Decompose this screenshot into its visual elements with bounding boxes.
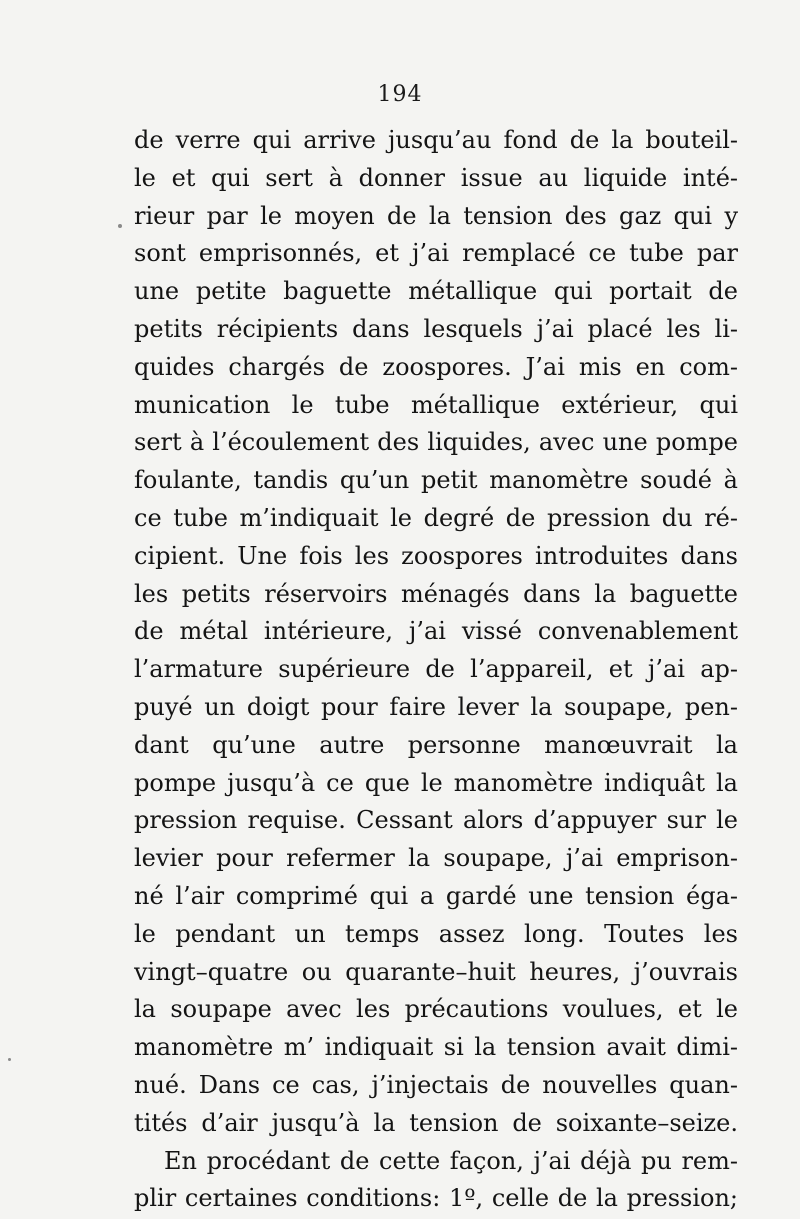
text-line: les petits réservoirs ménagés dans la baguette xyxy=(134,579,738,608)
text-line: puyé un doigt pour faire lever la soupape, pen- xyxy=(134,692,738,721)
text-line: sert à l’écoulement des liquides, avec une pompe xyxy=(134,428,738,457)
text-line: levier pour refermer la soupape, j’ai emprison- xyxy=(134,844,738,873)
text-line: pompe jusqu’à ce que le manomètre indiquât la xyxy=(134,768,738,797)
text-line: quides chargés de zoospores. J’ai mis en com- xyxy=(134,352,738,381)
text-line: la soupape avec les précautions voulues, et le xyxy=(134,995,738,1024)
text-line: une petite baguette métallique qui portait de xyxy=(134,277,738,306)
text-line: dant qu’une autre personne manœuvrait la xyxy=(134,730,738,759)
text-line: de verre qui arrive jusqu’au fond de la bouteil- xyxy=(134,126,738,154)
text-line: nué. Dans ce cas, j’injectais de nouvelles quan- xyxy=(134,1070,738,1099)
text-line: rieur par le moyen de la tension des gaz qui y xyxy=(134,201,738,230)
text-line: pression requise. Cessant alors d’appuyer sur le xyxy=(134,806,738,835)
text-line: le et qui sert à donner issue au liquide inté- xyxy=(134,163,738,192)
text-line: foulante, tandis qu’un petit manomètre soudé à xyxy=(134,466,738,495)
ink-speck xyxy=(8,1058,11,1061)
text-line: tités d’air jusqu’à la tension de soixante–seize. xyxy=(134,1108,738,1137)
text-line: sont emprisonnés, et j’ai remplacé ce tube par xyxy=(134,239,738,268)
text-line: petits récipients dans lesquels j’ai placé les li- xyxy=(134,314,738,343)
ink-speck xyxy=(118,224,122,228)
text-line: manomètre m’ indiquait si la tension avait dimi- xyxy=(134,1033,738,1062)
text-line: le pendant un temps assez long. Toutes les xyxy=(134,919,738,948)
text-line: plir certaines conditions: 1º, celle de la pression; xyxy=(134,1184,738,1213)
text-line: l’armature supérieure de l’appareil, et j’ai ap- xyxy=(134,655,738,684)
page-number: 194 xyxy=(377,82,423,107)
text-line: de métal intérieure, j’ai vissé convenablement xyxy=(134,617,738,646)
text-line: né l’air comprimé qui a gardé une tension éga- xyxy=(134,881,738,910)
text-line: En procédant de cette façon, j’ai déjà pu rem- xyxy=(164,1146,738,1175)
body-text xyxy=(134,122,738,1218)
text-line: munication le tube métallique extérieur, qui xyxy=(134,390,738,419)
text-line: cipient. Une fois les zoospores introduites dans xyxy=(134,541,738,570)
text-line: vingt–quatre ou quarante–huit heures, j’ouvrais xyxy=(134,957,738,986)
text-line: ce tube m’indiquait le degré de pression du ré- xyxy=(134,503,738,532)
